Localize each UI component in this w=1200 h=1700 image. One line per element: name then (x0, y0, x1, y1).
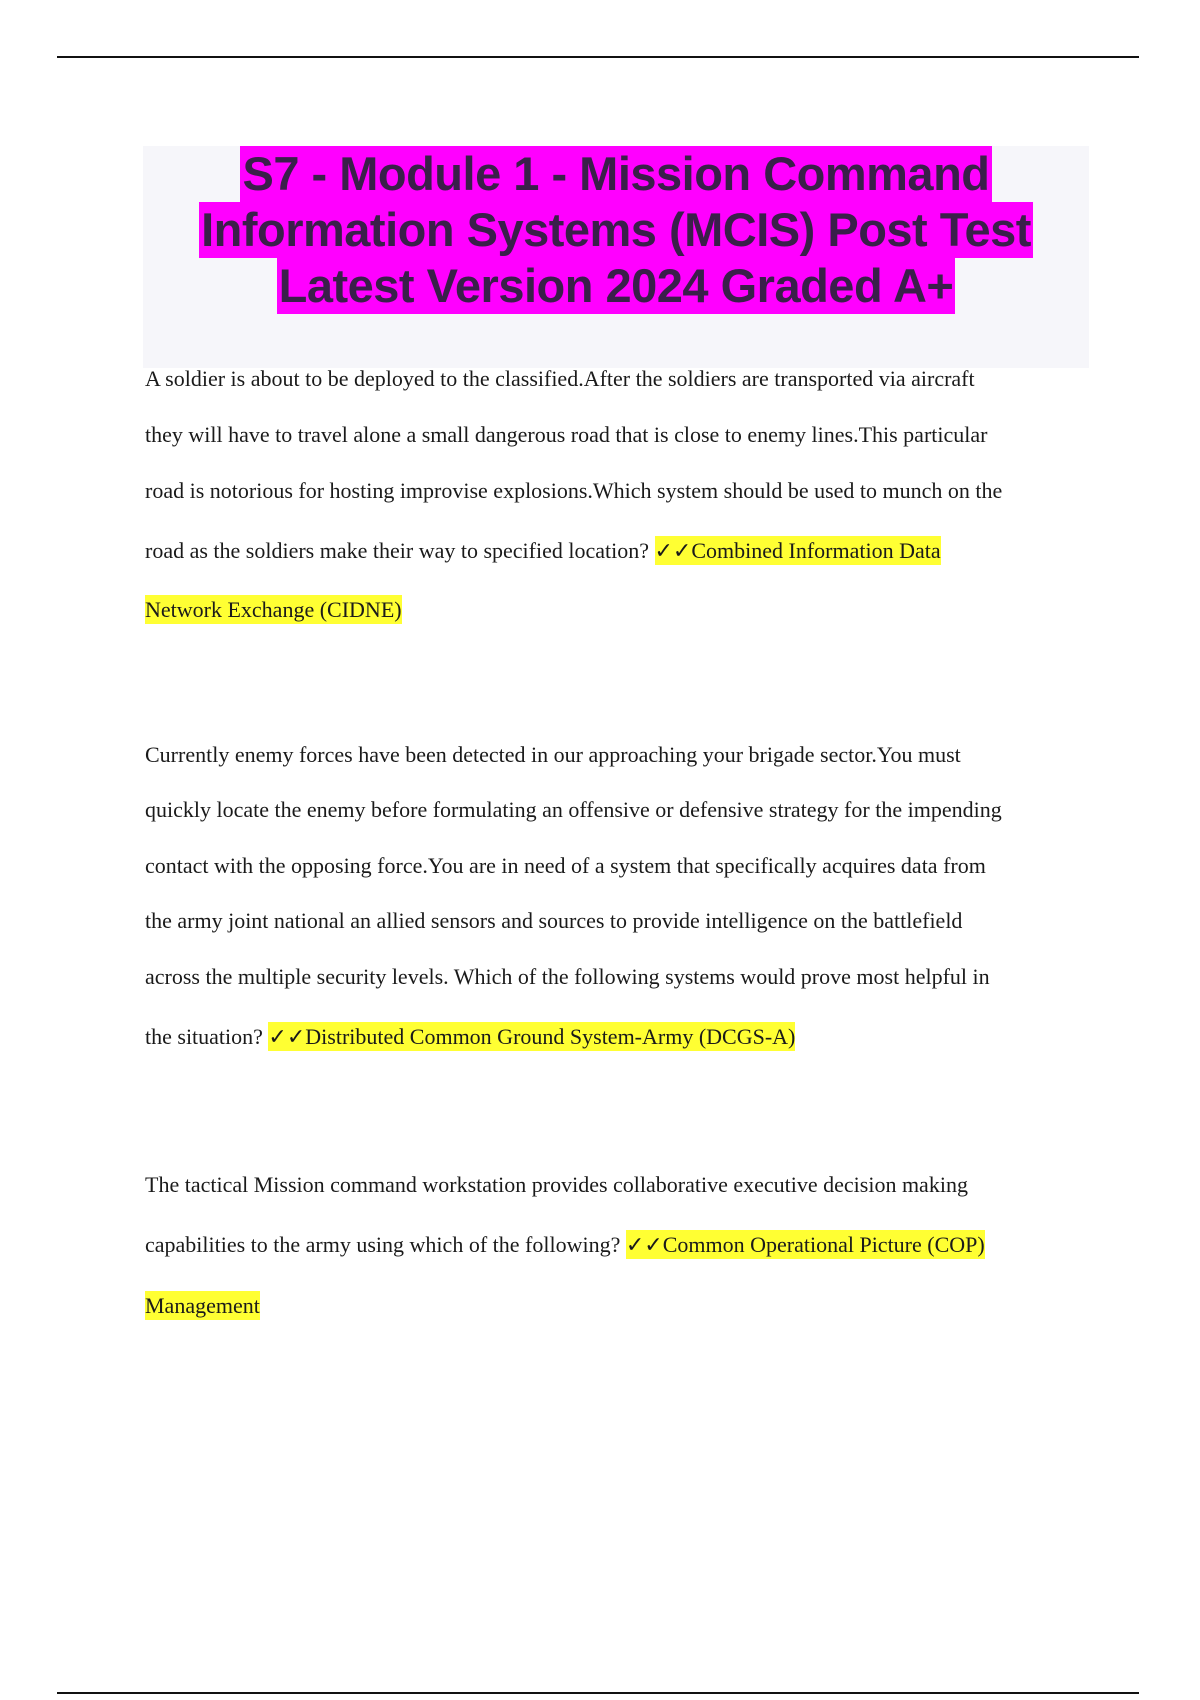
question-text: road as the soldiers make their way to specified location? (145, 538, 649, 563)
question-text: The tactical Mission command workstation provides collaborative executive decision making (145, 1172, 968, 1197)
answer-highlight: ✓✓Combined Information Data (654, 538, 941, 563)
question-text: across the multiple security levels. Which of the following systems would prove most helpful in (145, 964, 990, 989)
answer-highlight: Management (145, 1293, 260, 1318)
answer-highlight: ✓✓Distributed Common Ground System-Army (DCGS-A) (268, 1024, 796, 1049)
question-text: quickly locate the enemy before formulating an offensive or defensive strategy for the impending (145, 797, 1002, 822)
answer-highlight: Network Exchange (CIDNE) (145, 597, 402, 622)
question-text: capabilities to the army using which of the following? (145, 1232, 621, 1257)
title-block (143, 146, 1089, 368)
title-line: S7 - Module 1 - Mission Command (242, 147, 990, 200)
question-text: road is notorious for hosting improvise explosions.Which system should be used to munch on the (145, 478, 1003, 503)
bottom-rule (57, 1692, 1139, 1694)
question-text: A soldier is about to be deployed to the classified.After the soldiers are transported via aircraft (145, 366, 975, 391)
question-text: contact with the opposing force.You are in need of a system that specifically acquires data from (145, 853, 986, 878)
question-text: Currently enemy forces have been detected in our approaching your brigade sector.You must (145, 742, 961, 767)
top-rule (57, 56, 1139, 58)
answer-highlight: ✓✓Common Operational Picture (COP) (625, 1232, 985, 1257)
question-text: the situation? (145, 1024, 263, 1049)
question-text: they will have to travel alone a small dangerous road that is close to enemy lines.This particular (145, 422, 988, 447)
title-line: Latest Version 2024 Graded A+ (278, 259, 954, 312)
title-line: Information Systems (MCIS) Post Test (201, 203, 1031, 256)
question-text: the army joint national an allied sensors and sources to provide intelligence on the battlefield (145, 908, 963, 933)
